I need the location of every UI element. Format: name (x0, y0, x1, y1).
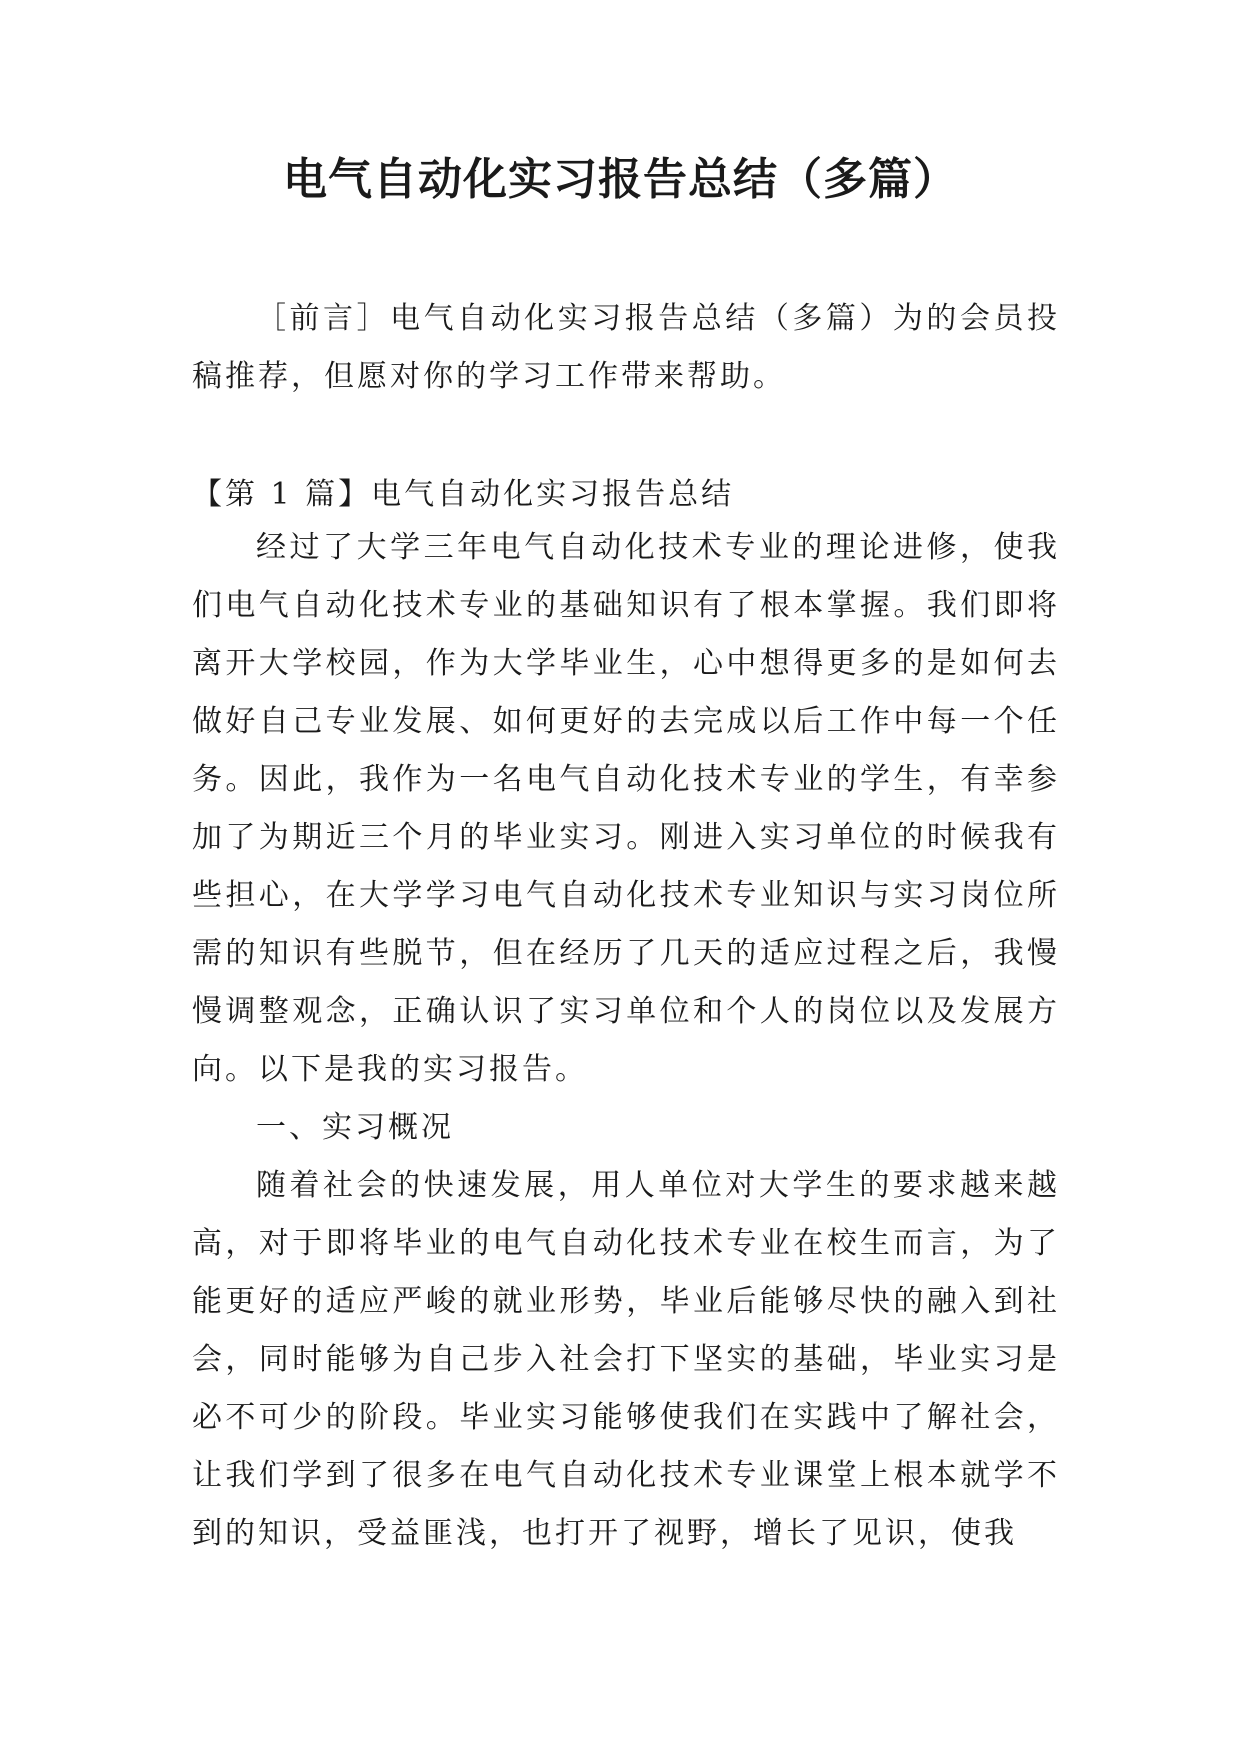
section-content (192, 519, 1060, 1563)
section-heading: 【第 1 篇】电气自动化实习报告总结 (192, 477, 735, 512)
document-title: 电气自动化实习报告总结（多篇） (283, 154, 958, 205)
preface-paragraph: ［前言］电气自动化实习报告总结（多篇）为的会员投稿推荐，但愿对你的学习工作带来帮助。 (192, 301, 1060, 394)
body-paragraph-overview: 随着社会的快速发展，用人单位对大学生的要求越来越高，对于即将毕业的电气自动化技术专业在校生而言，为了能更好的适应严峻的就业形势，毕业后能够尽快的融入到社会，同时能够为自己步入社会打下坚实的基础，毕业实习是必不可少的阶段。毕业实习能够使我们在实践中了解社会，让我们学到了很多在电气自动化技术专业课堂上根本就学不到的知识，受益匪浅，也打开了视野，增长了见识，使我 (192, 1168, 1060, 1551)
body-paragraph-intro: 经过了大学三年电气自动化技术专业的理论进修，使我们电气自动化技术专业的基础知识有了根本掌握。我们即将离开大学校园，作为大学毕业生，心中想得更多的是如何去做好自己专业发展、如何更好的去完成以后工作中每一个任务。因此，我作为一名电气自动化技术专业的学生，有幸参加了为期近三个月的毕业实习。刚进入实习单位的时候我有些担心，在大学学习电气自动化技术专业知识与实习岗位所需的知识有些脱节，但在经历了几天的适应过程之后，我慢慢调整观念，正确认识了实习单位和个人的岗位以及发展方向。以下是我的实习报告。 (192, 530, 1060, 1087)
subheading-overview: 一、实习概况 (256, 1110, 454, 1145)
